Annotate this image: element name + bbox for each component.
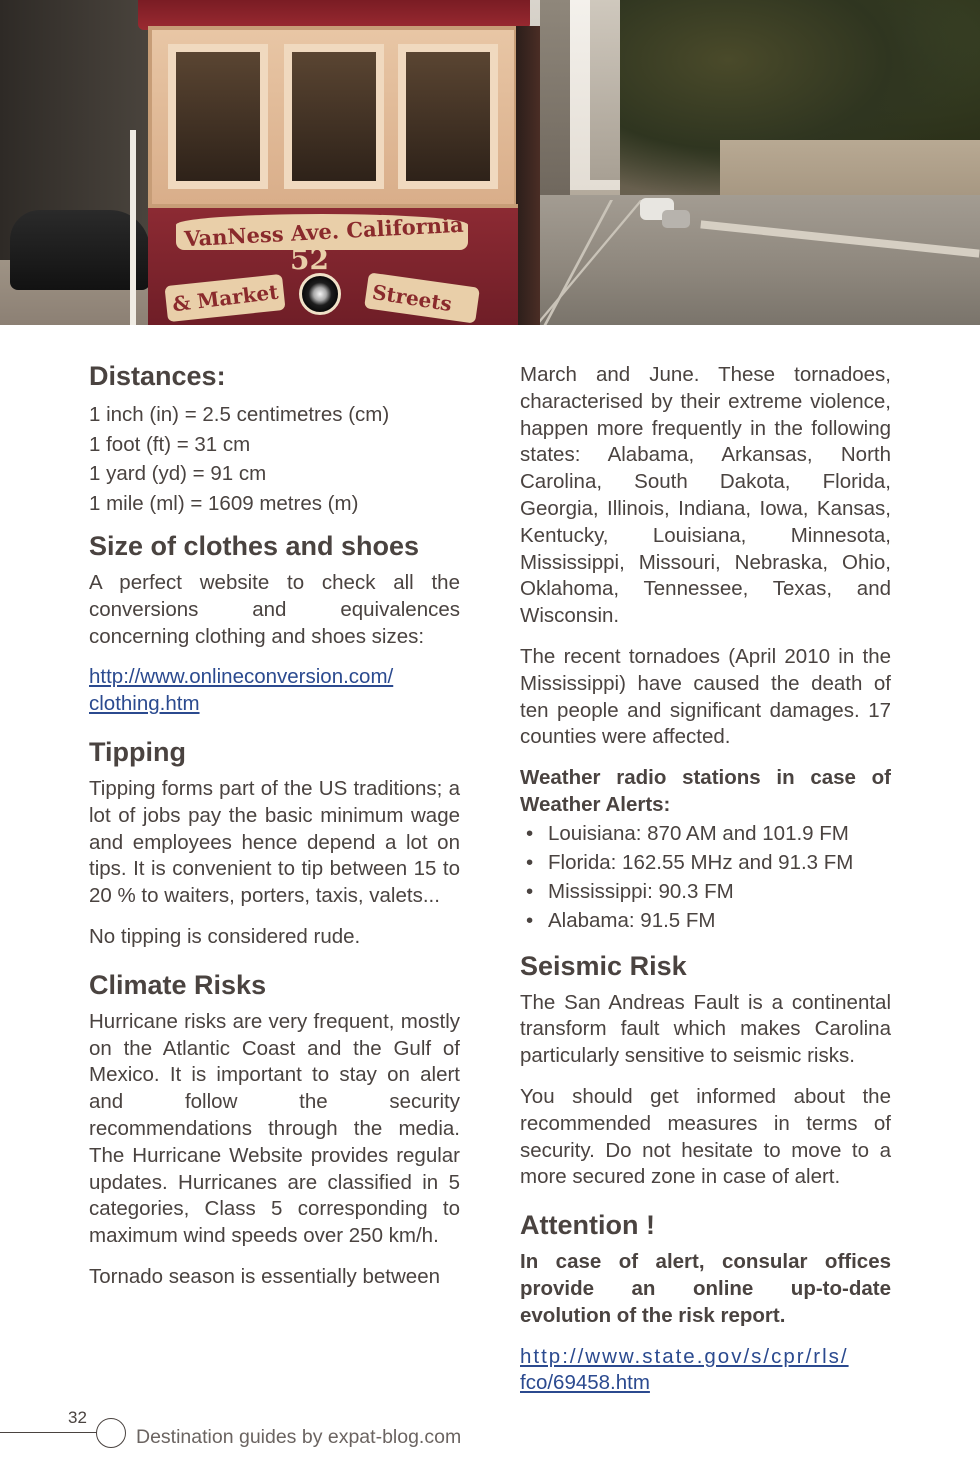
cable-car-window (398, 44, 498, 189)
bullet-icon: • (526, 821, 534, 845)
tornado-season-text: March and June. These tornadoes, characterised by their extreme violence, happen more frequently in the following states: Alabama, Arkansas, North Carolina, South Dakota, Florida, Georgia, Illinois, Indiana, Iowa, Kansas, Kentucky, Louisiana, Minnesota, Mississippi, Missouri, Nebraska, Ohio, Oklahoma, Tennessee, Texas, and Wisconsin. (520, 363, 891, 628)
climate-text: Hurricane risks are very frequent, mostly on the Atlantic Coast and the Gulf of Mexico. It is important to stay on alert and follow the security recommendations through the media. The Hurricane Website provides regular updates. Hurricanes are classified in 5 categories, Class 5 corresponding to maximum wind speeds over 250 km/h. (89, 1009, 460, 1248)
distance-line: 1 mile (ml) = 1609 metres (m) (89, 491, 359, 515)
list-item (520, 848, 891, 877)
cable-car-cab (148, 26, 518, 208)
seismic-heading: Seismic Risk (520, 950, 687, 981)
climate-heading: Climate Risks (89, 969, 267, 1000)
radio-station: Alabama: 91.5 FM (548, 909, 716, 933)
footer-rule (0, 1432, 100, 1433)
state-gov-link-line2: fco/69458.htm (520, 1371, 650, 1395)
clothing-link-line2: clothing.htm (89, 692, 200, 716)
clothes-text: A perfect website to check all the conversions and equivalences concerning clothing and shoes sizes: (89, 571, 460, 648)
page-number: 32 (68, 1408, 87, 1427)
distance-line: 1 foot (ft) = 31 cm (89, 432, 251, 456)
list-item (520, 819, 891, 848)
clothes-heading: Size of clothes and shoes (89, 531, 420, 561)
parked-car (10, 210, 150, 290)
route-number: 52 (290, 243, 329, 276)
distances-list (89, 400, 460, 518)
radio-heading: Weather radio stations in case of Weather Alerts: (520, 766, 891, 816)
street-pole (130, 130, 136, 325)
clothing-link-line1: http://www.onlineconversion.com/ (89, 665, 394, 689)
distance-line: 1 inch (in) = 2.5 centimetres (cm) (89, 403, 390, 426)
list-item (520, 906, 891, 935)
radio-station: Louisiana: 870 AM and 101.9 FM (548, 821, 849, 845)
bullet-icon: • (526, 880, 534, 904)
list-item (520, 877, 891, 906)
clothing-link[interactable] (89, 664, 460, 718)
route-sign-right: Streets (370, 279, 454, 317)
route-sign-text: VanNess Ave. California (183, 211, 465, 252)
bullet-icon: • (526, 850, 534, 874)
headlamp (299, 273, 341, 315)
radio-station: Florida: 162.55 MHz and 91.3 FM (548, 850, 854, 874)
distances-heading: Distances: (89, 361, 226, 391)
route-sign-left: & Market (170, 279, 280, 317)
bullet-icon: • (526, 909, 534, 933)
page-circle-icon (96, 1418, 126, 1448)
cable-car-window (168, 44, 268, 189)
cable-car (138, 0, 550, 325)
distance-line: 1 yard (yd) = 91 cm (89, 462, 267, 485)
tipping-heading: Tipping (89, 736, 186, 767)
hero-photo (0, 0, 980, 325)
radio-station: Mississippi: 90.3 FM (548, 880, 734, 904)
seismic-advice: You should get informed about the recommended measures in terms of security. Do not hesitate to move to a more secured zone in case of alert. (520, 1084, 891, 1189)
radio-station-list (520, 819, 891, 936)
recent-tornadoes-text: The recent tornadoes (April 2010 in the Mississippi) have caused the death of ten people and significant damages. 17 counties were affected. (520, 644, 891, 749)
footer-credit: Destination guides by expat-blog.com (136, 1426, 462, 1448)
seismic-text: The San Andreas Fault is a continental transform fault which makes Carolina particularly sensitive to seismic risks. (520, 990, 891, 1068)
state-gov-link-line1: http://www.state.gov/s/cpr/rls/ (520, 1344, 849, 1368)
right-column (520, 362, 891, 1397)
state-gov-link[interactable] (520, 1344, 891, 1398)
tipping-note: No tipping is considered rude. (89, 924, 361, 948)
tornado-season-start: Tornado season is essentially between (89, 1264, 440, 1288)
distant-car (662, 210, 690, 228)
tipping-text: Tipping forms part of the US traditions; a lot of jobs pay the basic minimum wage and employees hence depend a lot on tips. It is convenient to tip between 15 to 20 % to waiters, porters, taxis, valets... (89, 776, 460, 908)
cable-car-side (516, 26, 540, 325)
attention-text: In case of alert, consular offices provide an online up-to-date evolution of the risk report. (520, 1250, 891, 1327)
cable-car-window (284, 44, 384, 189)
left-column (89, 360, 460, 1291)
attention-heading: Attention ! (520, 1210, 655, 1241)
